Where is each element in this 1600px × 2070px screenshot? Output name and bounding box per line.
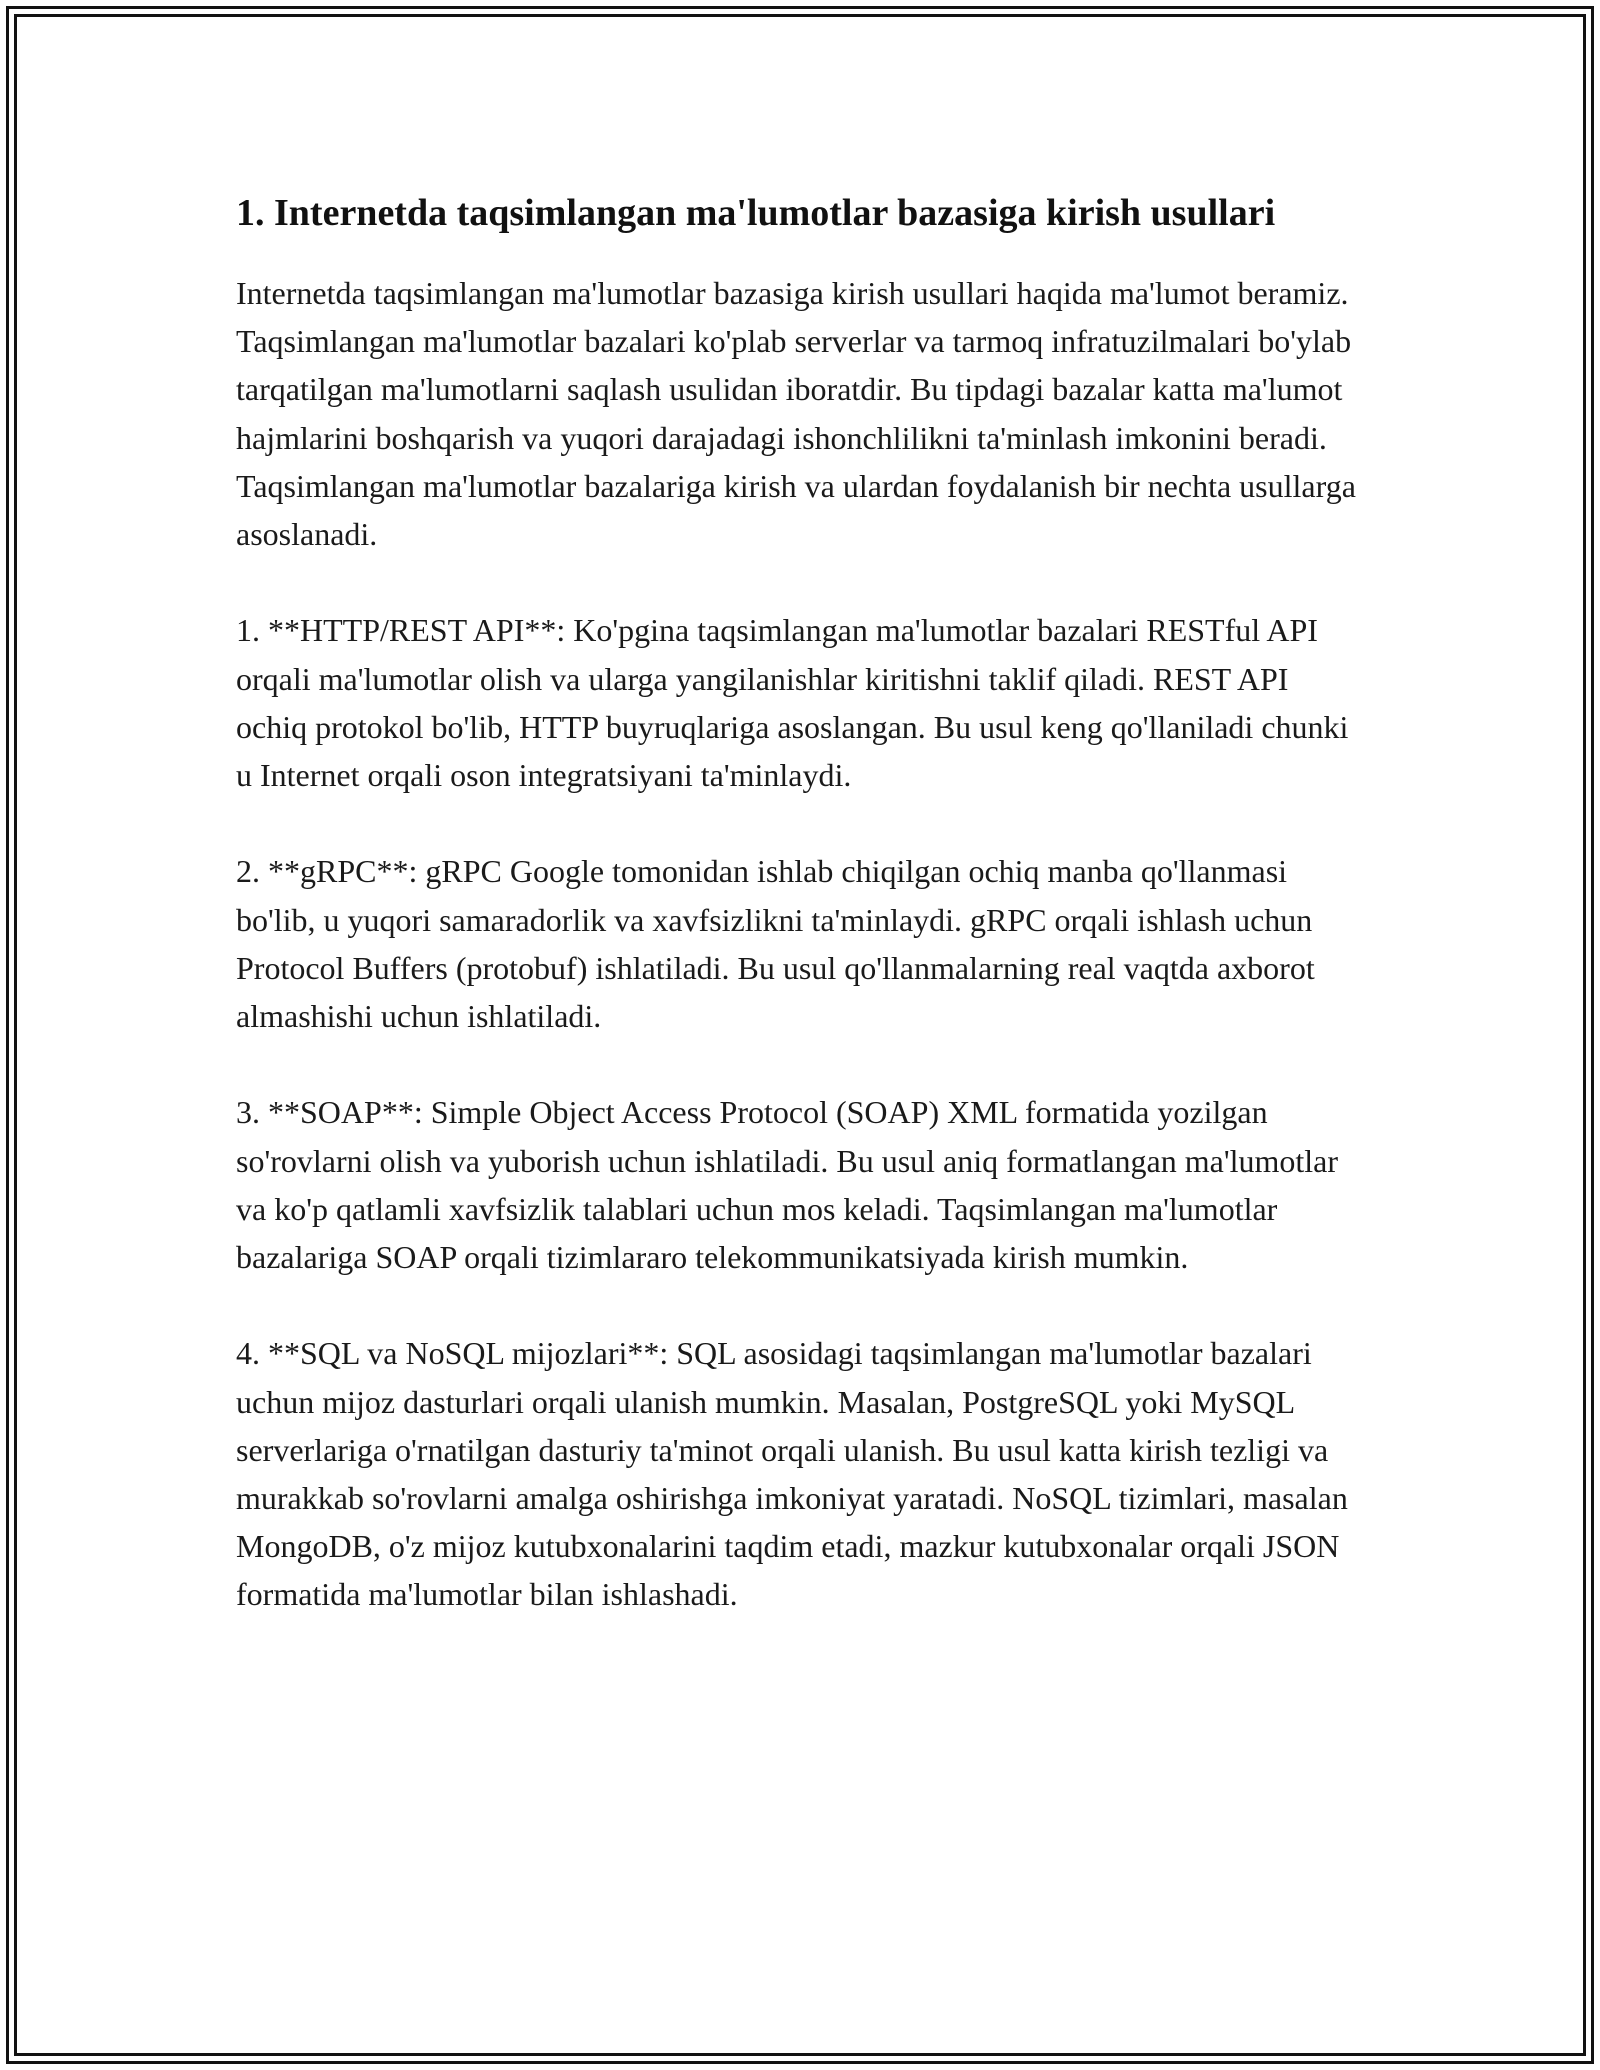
paragraph-soap: 3. **SOAP**: Simple Object Access Protocol (SOAP) XML formatida yozilgan so'rovlarni olish va yuborish uchun ishlatiladi. Bu usul aniq formatlangan ma'lumotlar va ko'p qatlamli xavfsizlik talablari uchun mos keladi. Taqsimlangan ma'lumotlar bazalariga SOAP orqali tizimlararo telekommunikatsiyada kirish mumkin. xyxy=(236,1094,1339,1276)
intro-paragraph: Internetda taqsimlangan ma'lumotlar bazasiga kirish usullari haqida ma'lumot beramiz. Taqsimlangan ma'lumotlar bazalari ko'plab serverlar va tarmoq infratuzilmalari bo'ylab tarqatilgan ma'lumotlarni saqlash usulidan iboratdir. Bu tipdagi bazalar katta ma'lumot hajmlarini boshqarish va yuqori darajadagi ishonchlilikni ta'minlash imkonini beradi. Taqsimlangan ma'lumotlar bazalariga kirish va ulardan foydalanish bir nechta usullarga asoslanadi. xyxy=(236,275,1356,553)
section-heading: 1. Internetda taqsimlangan ma'lumotlar bazasiga kirish usullari xyxy=(236,192,1276,234)
paragraph-sql-nosql-clients: 4. **SQL va NoSQL mijozlari**: SQL asosidagi taqsimlangan ma'lumotlar bazalari uchun mijoz dasturlari orqali ulanish mumkin. Masalan, PostgreSQL yoki MySQL serverlariga o'rnatilgan dasturiy ta'minot orqali ulanish. Bu usul katta kirish tezligi va murakkab so'rovlarni amalga oshirishga imkoniyat yaratadi. NoSQL tizimlari, masalan MongoDB, o'z mijoz kutubxonalarini taqdim etadi, mazkur kutubxonalar orqali JSON formatida ma'lumotlar bilan ishlashadi. xyxy=(236,1335,1348,1613)
paragraph-grpc: 2. **gRPC**: gRPC Google tomonidan ishlab chiqilgan ochiq manba qo'llanmasi bo'lib, u yuqori samaradorlik va xavfsizlikni ta'minlaydi. gRPC orqali ishlash uchun Protocol Buffers (protobuf) ishlatiladi. Bu usul qo'llanmalarning real vaqtda axborot almashishi uchun ishlatiladi. xyxy=(236,853,1315,1035)
document-body xyxy=(236,186,1366,1619)
paragraph-http-rest-api: 1. **HTTP/REST API**: Ko'pgina taqsimlangan ma'lumotlar bazalari RESTful API orqali ma'lumotlar olish va ularga yangilanishlar kiritishni taklif qiladi. REST API ochiq protokol bo'lib, HTTP buyruqlariga asoslangan. Bu usul keng qo'llaniladi chunki u Internet orqali oson integratsiyani ta'minlaydi. xyxy=(236,612,1349,794)
